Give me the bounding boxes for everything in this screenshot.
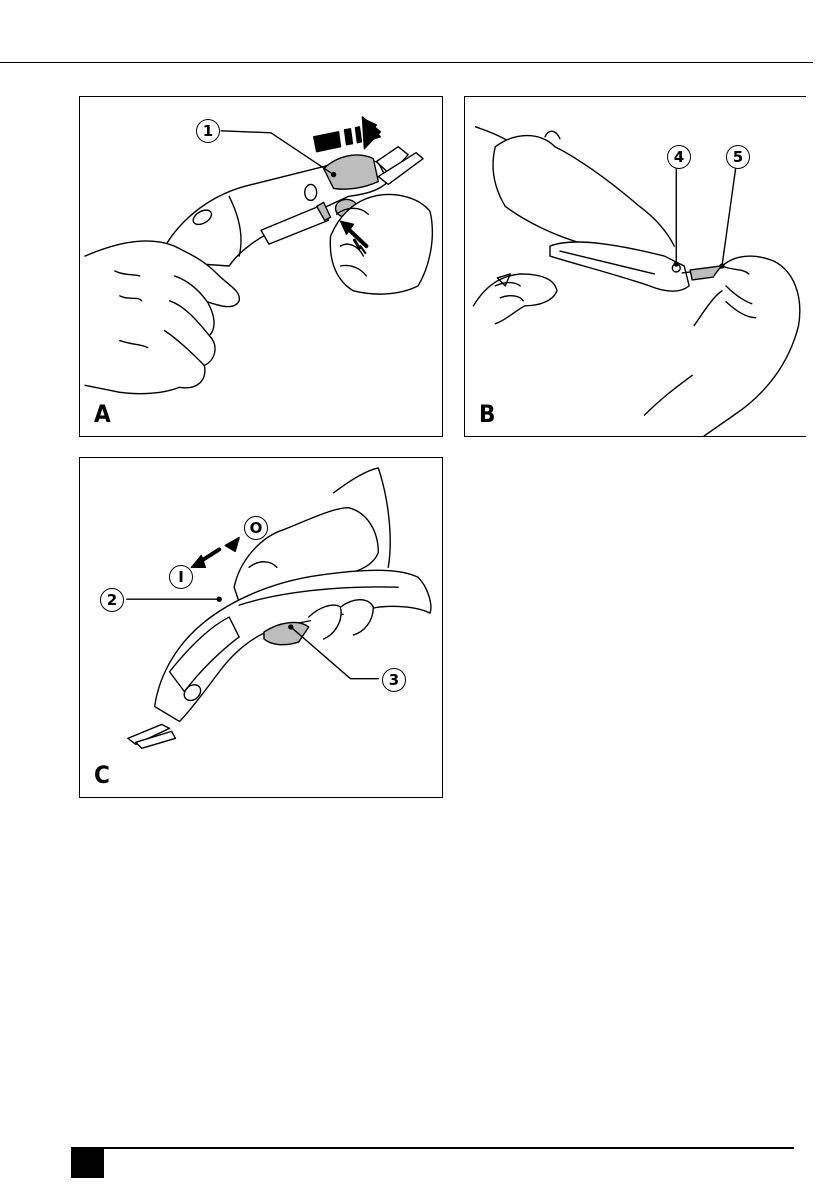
callout-1-label: 1 [202, 122, 214, 140]
callout-5 [726, 145, 750, 169]
callout-2 [100, 588, 124, 612]
figure-label-c: C [94, 761, 110, 789]
callout-3 [382, 668, 406, 692]
callout-1 [196, 119, 220, 143]
figure-b-illustration [465, 97, 806, 436]
callout-2-label: 2 [106, 591, 118, 609]
callout-on-label: I [178, 568, 184, 586]
callout-switch-on [169, 565, 193, 589]
figure-a-illustration [80, 97, 442, 436]
page-marker-block [71, 1148, 104, 1178]
figure-b [464, 96, 806, 437]
callout-3-label: 3 [388, 671, 400, 689]
callout-4 [667, 145, 691, 169]
figure-label-a: A [94, 400, 111, 428]
figure-label-b: B [479, 400, 496, 428]
figure-a [79, 96, 443, 437]
figure-c [79, 457, 443, 798]
callout-5-label: 5 [732, 148, 744, 166]
top-rule [0, 62, 813, 63]
callout-switch-off [244, 516, 268, 540]
callout-off-label: O [249, 519, 263, 537]
figure-c-illustration [80, 458, 442, 797]
callout-4-label: 4 [673, 148, 685, 166]
bottom-rule [71, 1147, 794, 1149]
